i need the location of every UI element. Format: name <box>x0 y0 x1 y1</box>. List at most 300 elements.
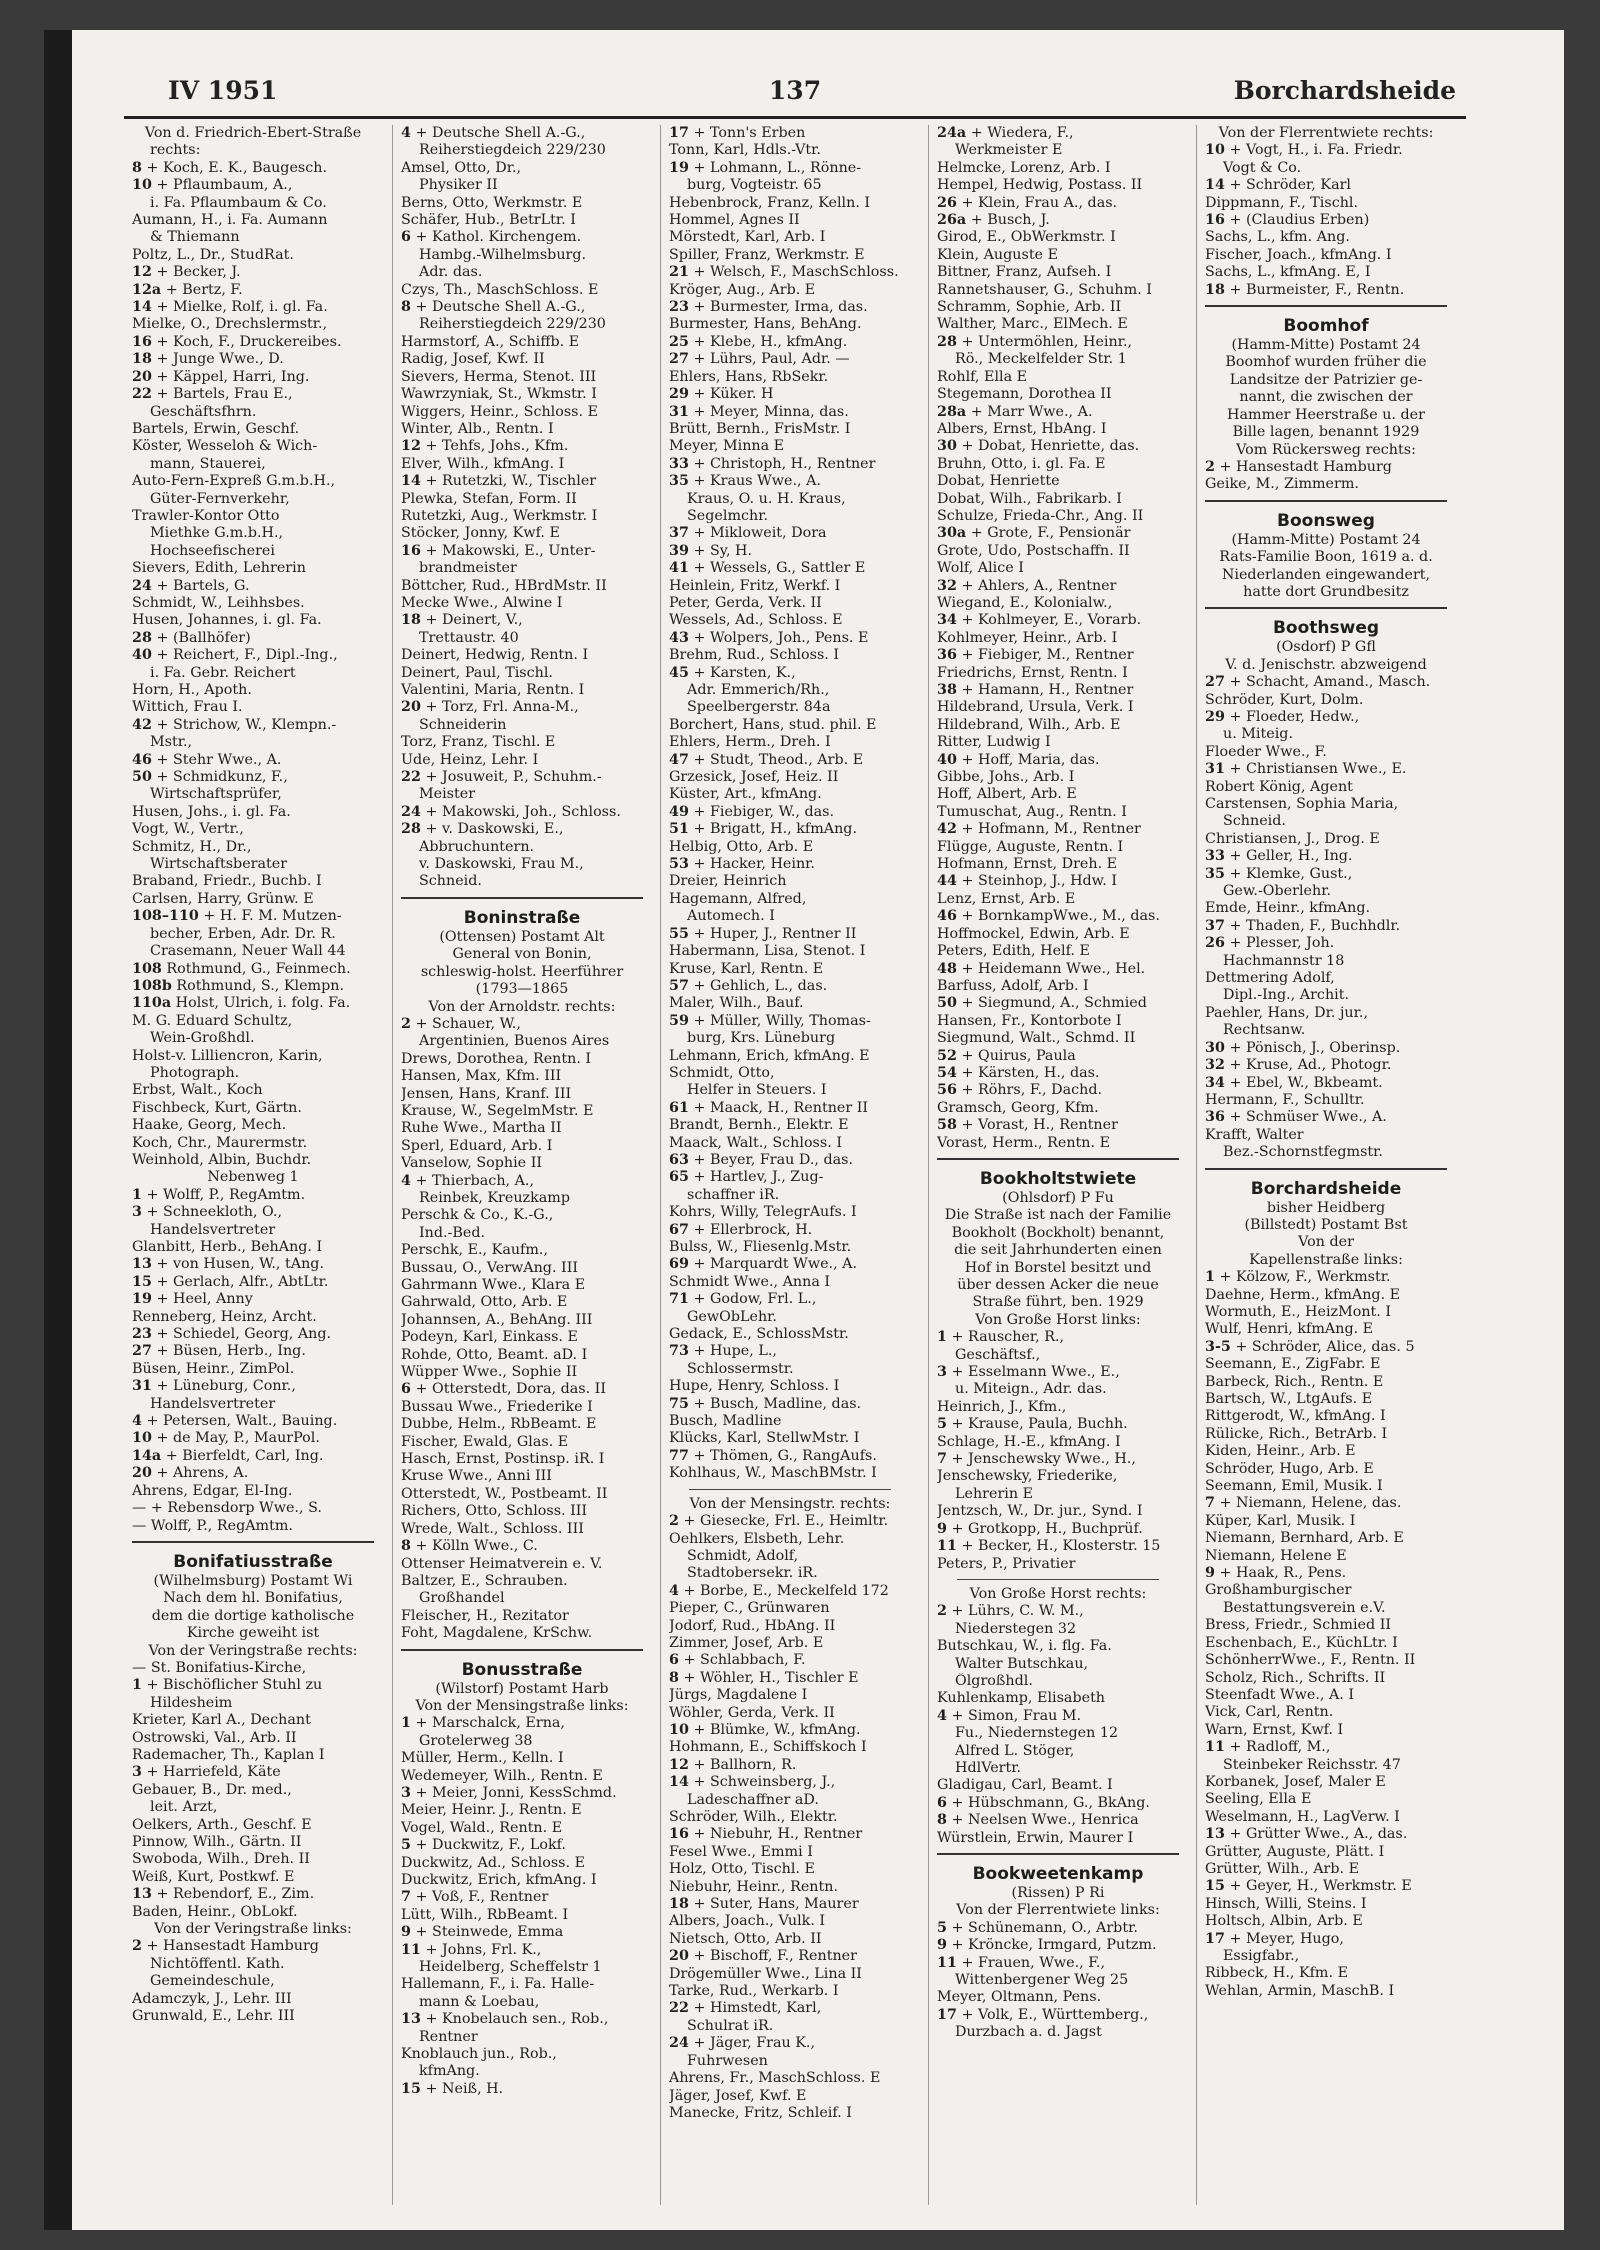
directory-line: Seemann, Emil, Musik. I <box>1205 1478 1383 1495</box>
directory-line: Holz, Otto, Tischl. E <box>669 1861 815 1878</box>
directory-line: hatte dort Grundbesitz <box>1243 583 1409 600</box>
directory-line: Dubbe, Helm., RbBeamt. E <box>401 1416 597 1433</box>
directory-line: Von der Mensingstraße links: <box>415 1697 629 1714</box>
directory-line: Bille lagen, benannt 1929 <box>1232 424 1420 441</box>
directory-line: 8 + Wöhler, H., Tischler E <box>669 1669 859 1686</box>
directory-line: 4 + Deutsche Shell A.-G., <box>401 125 586 141</box>
directory-line: 26a + Busch, J. <box>937 212 1050 229</box>
directory-line: 2 + Schauer, W., <box>401 1015 521 1032</box>
directory-line: 31 + Christiansen Wwe., E. <box>1205 761 1407 778</box>
directory-line: 18 + Burmeister, F., Rentn. <box>1205 281 1405 298</box>
directory-line: Reiherstiegdeich 229/230 <box>419 316 606 333</box>
directory-line: Bestattungsverein e.V. <box>1223 1599 1386 1616</box>
directory-line: 110a Holst, Ulrich, i. folg. Fa. <box>132 995 351 1012</box>
directory-line: 33 + Christoph, H., Rentner <box>669 455 876 472</box>
directory-line: 48 + Heidemann Wwe., Hel. <box>937 960 1146 977</box>
directory-line: Hofmann, Ernst, Dreh. E <box>937 856 1118 873</box>
directory-line: 1 + Bischöflicher Stuhl zu <box>132 1677 323 1694</box>
directory-line: Trettaustr. 40 <box>419 629 519 646</box>
directory-line: Rohde, Otto, Beamt. aD. I <box>401 1346 588 1363</box>
directory-line: Bartsch, W., LtgAufs. E <box>1205 1391 1373 1407</box>
directory-line: Gew.-Oberlehr. <box>1223 883 1332 900</box>
directory-line: Kiden, Heinr., Arb. E <box>1205 1443 1356 1460</box>
directory-line: Von der Arnoldstr. rechts: <box>428 998 616 1015</box>
directory-line: Ölgroßhdl. <box>955 1672 1033 1689</box>
directory-line: Adr. Emmerich/Rh., <box>687 682 830 698</box>
directory-line: 40 + Hoff, Maria, das. <box>937 751 1100 768</box>
directory-line: 11 + Becker, H., Klosterstr. 15 <box>937 1538 1161 1555</box>
directory-line: 27 + Lührs, Paul, Adr. — <box>669 351 850 368</box>
directory-line: Foht, Magdalene, KrSchw. <box>401 1625 593 1642</box>
directory-line: 2 + Hansestadt Hamburg <box>1205 458 1392 475</box>
directory-line: Eschenbach, E., KüchLtr. I <box>1205 1634 1398 1651</box>
directory-line: Hoff, Albert, Arb. E <box>937 786 1077 803</box>
street-heading: Bookholtstwiete <box>937 1158 1179 1190</box>
directory-line: Von Große Horst rechts: <box>969 1585 1147 1602</box>
section-divider <box>689 1489 891 1490</box>
directory-line: 52 + Quirus, Paula <box>937 1047 1076 1064</box>
directory-line: Güter-Fernverkehr, <box>150 490 290 507</box>
directory-line: Wüpper Wwe., Sophie II <box>401 1364 578 1381</box>
directory-line: 13 + Rebendorf, E., Zim. <box>132 1886 315 1903</box>
directory-line: Dreier, Heinrich <box>669 873 787 890</box>
directory-line: Rademacher, Th., Kaplan I <box>132 1746 325 1763</box>
directory-line: Kröger, Aug., Arb. E <box>669 281 816 298</box>
directory-line: 24a + Wiedera, F., <box>937 125 1074 141</box>
directory-line: 41 + Wessels, G., Sattler E <box>669 560 866 577</box>
directory-line: die seit Jahrhunderten einen <box>954 1242 1162 1259</box>
directory-line: Von der Mensingstr. rechts: <box>689 1495 891 1512</box>
directory-line: 4 + Thierbach, A., <box>401 1172 535 1189</box>
directory-line: Weselmann, H., LagVerw. I <box>1205 1808 1400 1825</box>
directory-line: 29 + Floeder, Hedw., <box>1205 708 1360 725</box>
directory-line: 27 + Schacht, Amand., Masch. <box>1205 674 1431 691</box>
directory-line: 1 + Marschalck, Erna, <box>401 1715 565 1732</box>
directory-line: Geike, M., Zimmerm. <box>1205 476 1359 493</box>
directory-line: Reiherstiegdeich 229/230 <box>419 142 606 159</box>
directory-line: 20 + Bischoff, F., Rentner <box>669 1948 857 1965</box>
directory-line: Heinlein, Fritz, Werkf. I <box>669 577 841 594</box>
directory-line: Köster, Wesseloh & Wich- <box>132 438 318 455</box>
directory-line: Baltzer, E., Schrauben. <box>401 1572 568 1589</box>
directory-line: 29 + Küker. H <box>669 386 774 403</box>
directory-line: 10 + Vogt, H., i. Fa. Friedr. <box>1205 142 1403 159</box>
directory-line: 3 + Esselmann Wwe., E., <box>937 1364 1120 1381</box>
directory-line: 16 + Makowski, E., Unter- <box>401 542 596 559</box>
directory-line: Duckwitz, Erich, kfmAng. I <box>401 1872 597 1888</box>
street-heading: Bonusstraße <box>401 1649 643 1681</box>
directory-line: 49 + Fiebiger, W., das. <box>669 803 835 820</box>
directory-line: 35 + Kraus Wwe., A. <box>669 473 821 490</box>
directory-line: Müller, Herm., Kelln. I <box>401 1750 564 1767</box>
directory-line: Schmidt, Adolf, <box>687 1547 799 1564</box>
directory-line: 23 + Burmester, Irma, das. <box>669 299 868 316</box>
directory-line: 50 + Siegmund, A., Schmied <box>937 995 1147 1012</box>
directory-line: 65 + Hartlev, J., Zug- <box>669 1169 824 1186</box>
directory-line: Brütt, Bernh., FrisMstr. I <box>669 420 851 437</box>
column-5 <box>1196 125 1451 2205</box>
directory-line: becher, Erben, Adr. Dr. R. <box>150 925 336 942</box>
directory-line: 3 + Harriefeld, Käte <box>132 1764 281 1781</box>
directory-line: Otterstedt, W., Postbeamt. II <box>401 1485 608 1502</box>
directory-line: Miethke G.m.b.H., <box>150 525 284 542</box>
directory-line: 47 + Studt, Theod., Arb. E <box>669 751 864 768</box>
directory-line: Meyer, Oltmann, Pens. <box>937 1989 1102 2006</box>
directory-line: Niederstegen 32 <box>955 1620 1077 1637</box>
directory-line: 4 + Borbe, E., Meckelfeld 172 <box>669 1582 889 1599</box>
directory-line: (Wilhelmsburg) Postamt Wi <box>153 1572 353 1589</box>
directory-line: Sachs, L., kfm. Ang. <box>1205 229 1350 246</box>
directory-line: 39 + Sy, H. <box>669 542 753 559</box>
directory-line: Helfer in Steuers. I <box>687 1082 827 1099</box>
directory-line: Gladigau, Carl, Beamt. I <box>937 1777 1113 1794</box>
directory-line: Carlsen, Harry, Grünw. E <box>132 890 314 907</box>
directory-line: Hallemann, F., i. Fa. Halle- <box>401 1976 595 1993</box>
directory-line: Weinhold, Albin, Buchdr. <box>132 1151 312 1168</box>
directory-line: Geschäftsfhrn. <box>150 403 257 420</box>
directory-line: Schulze, Frieda-Chr., Ang. II <box>937 507 1144 524</box>
directory-line: 42 + Hofmann, M., Rentner <box>937 821 1141 838</box>
directory-line: 28 + Untermöhlen, Heinr., <box>937 333 1133 350</box>
directory-line: Hildebrand, Ursula, Verk. I <box>937 699 1134 716</box>
directory-line: Von der Flerrentwiete links: <box>956 1902 1160 1919</box>
directory-line: Heinrich, J., Kfm., <box>937 1398 1067 1415</box>
directory-line: 9 + Steinwede, Emma <box>401 1924 564 1941</box>
directory-line: Duckwitz, Ad., Schloss. E <box>401 1854 586 1871</box>
directory-line: Czys, Th., MaschSchloss. E <box>401 281 599 298</box>
directory-line: Deinert, Paul, Tischl. <box>401 664 553 681</box>
directory-line: 34 + Kohlmeyer, E., Vorarb. <box>937 612 1142 629</box>
directory-line: Maler, Wilh., Bauf. <box>669 995 804 1012</box>
directory-line: mann & Loebau, <box>419 1993 540 2010</box>
directory-line: Bookholt (Bockholt) benannt, <box>951 1224 1165 1241</box>
directory-line: Scholz, Rich., Schrifts. II <box>1205 1669 1386 1686</box>
directory-line: schaffner iR. <box>687 1186 780 1203</box>
directory-line: kfmAng. <box>419 2063 480 2080</box>
directory-line: — St. Bonifatius-Kirche, <box>132 1659 307 1676</box>
directory-line: 53 + Hacker, Heinr. <box>669 856 815 873</box>
directory-line: 57 + Gehlich, L., das. <box>669 977 828 994</box>
directory-line: Wittenbergener Weg 25 <box>955 1972 1129 1989</box>
directory-line: Oelkers, Arth., Geschf. E <box>132 1816 312 1833</box>
directory-line: Korbanek, Josef, Maler E <box>1205 1773 1386 1790</box>
directory-line: Erbst, Walt., Koch <box>132 1082 263 1099</box>
street-heading: Bonifatiusstraße <box>132 1541 374 1573</box>
directory-line: 33 + Geller, H., Ing. <box>1205 848 1353 865</box>
directory-line: Richers, Otto, Schloss. III <box>401 1503 588 1520</box>
directory-line: Schröder, Hugo, Arb. E <box>1205 1460 1374 1477</box>
column-1 <box>124 125 378 2205</box>
directory-line: Paehler, Hans, Dr. jur., <box>1205 1004 1368 1021</box>
directory-line: Stadtobersekr. iR. <box>687 1565 818 1582</box>
directory-line: nannt, die zwischen der <box>1239 389 1413 406</box>
directory-line: 46 + BornkampWwe., M., das. <box>937 908 1160 925</box>
directory-line: 22 + Josuweit, P., Schuhm.- <box>401 769 602 786</box>
directory-line: 1 + Rauscher, R., <box>937 1329 1065 1346</box>
directory-line: 26 + Klein, Frau A., das. <box>937 194 1118 211</box>
directory-line: Wein-Großhdl. <box>150 1030 255 1047</box>
directory-line: Schröder, Kurt, Dolm. <box>1205 691 1364 708</box>
directory-line: schleswig-holst. Heerführer <box>420 963 624 980</box>
directory-line: Ribbeck, H., Kfm. E <box>1205 1965 1349 1982</box>
directory-line: 31 + Meyer, Minna, das. <box>669 403 849 420</box>
directory-line: Von der Veringstraße rechts: <box>148 1642 358 1659</box>
directory-line: Großhamburgischer <box>1205 1582 1352 1599</box>
directory-line: 3-5 + Schröder, Alice, das. 5 <box>1205 1338 1415 1355</box>
directory-line: 55 + Huper, J., Rentner II <box>669 925 857 942</box>
directory-line: Knoblauch jun., Rob., <box>401 2046 557 2063</box>
directory-line: Argentinien, Buenos Aires <box>419 1033 610 1050</box>
directory-line: Vick, Carl, Rentn. <box>1205 1704 1334 1721</box>
directory-line: Albers, Joach., Vulk. I <box>669 1913 826 1930</box>
directory-line: Fleischer, H., Rezitator <box>401 1607 569 1624</box>
directory-line: V. d. Jenischstr. abzweigend <box>1225 656 1427 673</box>
directory-line: 10 + Pflaumbaum, A., <box>132 177 293 194</box>
directory-line: Werkmeister E <box>955 142 1063 159</box>
directory-line: v. Daskowski, Frau M., <box>419 856 584 873</box>
directory-line: Hambg.-Wilhelmsburg. <box>419 246 587 263</box>
directory-line: Ruhe Wwe., Martha II <box>401 1120 562 1137</box>
directory-line: Krause, W., SegelmMstr. E <box>401 1102 594 1119</box>
directory-page <box>44 30 1564 2230</box>
directory-line: bisher Heidberg <box>1266 1199 1386 1216</box>
directory-line: Wrede, Walt., Schloss. III <box>401 1520 584 1537</box>
directory-line: Büsen, Heinr., ZimPol. <box>132 1360 295 1377</box>
street-heading: Boninstraße <box>401 897 643 929</box>
directory-line: 27 + Büsen, Herb., Ing. <box>132 1343 306 1360</box>
directory-line: Koch, Chr., Maurermstr. <box>132 1134 308 1151</box>
directory-line: Ind.-Bed. <box>419 1224 486 1241</box>
directory-line: Wirtschaftsberater <box>150 856 288 873</box>
directory-line: 22 + Bartels, Frau E., <box>132 386 293 403</box>
directory-line: (Rissen) P Ri <box>1011 1885 1105 1901</box>
directory-line: Harmstorf, A., Schiffb. E <box>401 333 580 350</box>
directory-line: Hildebrand, Wilh., Arb. E <box>937 716 1121 733</box>
directory-line: Haake, Georg, Mech. <box>132 1117 287 1134</box>
directory-line: Durzbach a. d. Jagst <box>955 2024 1102 2041</box>
directory-line: i. Fa. Gebr. Reichert <box>150 664 296 681</box>
directory-line: Walter Butschkau, <box>955 1655 1089 1672</box>
directory-line: über dessen Acker die neue <box>957 1277 1159 1293</box>
directory-line: Oehlkers, Elsbeth, Lehr. <box>669 1530 845 1547</box>
directory-line: Ehlers, Herm., Dreh. I <box>669 734 831 751</box>
directory-line: Jenschewsky, Friederike, <box>937 1468 1118 1485</box>
directory-line: 16 + Koch, F., Druckereibes. <box>132 333 342 350</box>
directory-line: Wulf, Henri, kfmAng. E <box>1205 1321 1374 1338</box>
directory-line: 11 + Johns, Frl. K., <box>401 1941 542 1958</box>
directory-line: Vanselow, Sophie II <box>401 1155 542 1172</box>
directory-line: Würstlein, Erwin, Maurer I <box>937 1829 1134 1846</box>
directory-line: 2 + Lührs, C. W. M., <box>937 1603 1084 1620</box>
directory-line: 11 + Frauen, Wwe., F., <box>937 1954 1106 1971</box>
directory-line: u. Miteign., Adr. das. <box>955 1381 1107 1398</box>
directory-line: Pieper, C., Grünwaren <box>669 1600 830 1617</box>
directory-line: Hof in Borstel besitzt und <box>964 1259 1152 1276</box>
directory-line: 13 + Grütter Wwe., A., das. <box>1205 1826 1408 1843</box>
directory-line: Vorast, Herm., Rentn. E <box>937 1134 1111 1151</box>
directory-line: Grunwald, E., Lehr. III <box>132 2008 295 2025</box>
directory-line: 9 + Kröncke, Irmgard, Putzm. <box>937 1937 1157 1954</box>
directory-line: 24 + Makowski, Joh., Schloss. <box>401 803 621 820</box>
directory-line: Grzesick, Josef, Heiz. II <box>669 769 839 786</box>
directory-line: Swoboda, Wilh., Dreh. II <box>132 1851 310 1868</box>
directory-line: Von der Flerrentwiete rechts: <box>1218 125 1434 141</box>
directory-line: (Ohlsdorf) P Fu <box>1002 1189 1114 1206</box>
directory-line: 13 + Knobelauch sen., Rob., <box>401 2011 609 2028</box>
directory-line: Ude, Heinz, Lehr. I <box>401 751 539 768</box>
directory-line: 8 + Koch, E. K., Baugesch. <box>132 159 328 176</box>
directory-line: 7 + Voß, F., Rentner <box>401 1889 549 1906</box>
directory-line: 6 + Otterstedt, Dora, das. II <box>401 1381 606 1398</box>
directory-line: 30 + Dobat, Henriette, das. <box>937 438 1140 455</box>
directory-line: 36 + Fiebiger, M., Rentner <box>937 647 1134 664</box>
directory-line: (Ottensen) Postamt Alt <box>439 928 605 945</box>
directory-line: 108b Rothmund, S., Klempn. <box>132 977 345 994</box>
directory-line: Schneiderin <box>419 716 507 733</box>
directory-line: brandmeister <box>419 560 517 577</box>
directory-line: Jürgs, Magdalene I <box>669 1687 808 1704</box>
directory-line: Kraus, O. u. H. Kraus, <box>687 490 846 507</box>
directory-line: Renneberg, Heinz, Archt. <box>132 1308 317 1325</box>
directory-line: Trawler-Kontor Otto <box>132 507 280 524</box>
directory-line: Adr. das. <box>419 264 483 281</box>
section-divider <box>957 1579 1159 1580</box>
directory-line: 34 + Ebel, W., Bkbeamt. <box>1205 1074 1383 1091</box>
directory-line: Lehrerin E <box>955 1485 1034 1502</box>
directory-line: 13 + von Husen, W., tAng. <box>132 1256 324 1273</box>
directory-line: Klein, Auguste E <box>937 246 1058 263</box>
header-running-title: Borchardsheide <box>1233 76 1456 105</box>
directory-line: Valentini, Maria, Rentn. I <box>401 682 585 698</box>
directory-line: 50 + Schmidkunz, F., <box>132 769 288 786</box>
directory-line: 16 + Niebuhr, H., Rentner <box>669 1826 863 1843</box>
directory-line: 28a + Marr Wwe., A. <box>937 403 1093 420</box>
directory-line: 59 + Müller, Willy, Thomas- <box>669 1012 871 1029</box>
directory-line: Sperl, Eduard, Arb. I <box>401 1137 553 1154</box>
directory-line: Nichtöffentl. Kath. <box>150 1955 285 1972</box>
directory-line: GewObLehr. <box>687 1308 777 1325</box>
directory-line: 9 + Haak, R., Pens. <box>1205 1565 1347 1582</box>
directory-line: Hoffmockel, Edwin, Arb. E <box>937 925 1130 942</box>
directory-line: Hagemann, Alfred, <box>669 890 807 907</box>
directory-line: Hansen, Max, Kfm. III <box>401 1068 562 1085</box>
directory-line: Weiß, Kurt, Postkwf. E <box>132 1868 295 1885</box>
directory-line: 8 + Deutsche Shell A.-G., <box>401 299 586 316</box>
directory-line: Peter, Gerda, Verk. II <box>669 594 822 611</box>
directory-line: Alfred L. Stöger, <box>955 1742 1075 1759</box>
directory-line: Baden, Heinr., ObLokf. <box>132 1903 298 1920</box>
directory-line: 15 + Neiß, H. <box>401 2080 504 2097</box>
directory-line: Essigfabr., <box>1223 1948 1300 1964</box>
directory-line: 37 + Thaden, F., Buchhdlr. <box>1205 917 1401 934</box>
directory-line: Wiggers, Heinr., Schloss. E <box>401 403 599 420</box>
directory-line: Wirtschaftsprüfer, <box>150 786 282 803</box>
directory-line: Gibbe, Johs., Arb. I <box>937 769 1075 786</box>
directory-line: Nietsch, Otto, Arb. II <box>669 1930 822 1947</box>
directory-line: HdlVertr. <box>955 1759 1022 1776</box>
directory-line: Amsel, Otto, Dr., <box>401 159 522 176</box>
directory-line: Plewka, Stefan, Form. II <box>401 490 577 507</box>
directory-line: Sievers, Edith, Lehrerin <box>132 560 306 577</box>
directory-line: Deinert, Hedwig, Rentn. I <box>401 647 589 664</box>
directory-line: 1 + Kölzow, F., Werkmstr. <box>1205 1269 1391 1286</box>
directory-line: Bez.-Schornstfegmstr. <box>1223 1144 1383 1161</box>
directory-line: 6 + Hübschmann, G., BkAng. <box>937 1794 1150 1811</box>
directory-line: Handelsvertreter <box>150 1221 276 1238</box>
directory-line: 9 + Grotkopp, H., Buchprüf. <box>937 1520 1143 1537</box>
directory-line: Schlossermstr. <box>687 1360 794 1377</box>
directory-line: Husen, Johs., i. gl. Fa. <box>132 803 291 820</box>
directory-line: Gemeindeschule, <box>150 1973 275 1990</box>
directory-line: Torz, Franz, Tischl. E <box>401 734 556 751</box>
directory-line: 42 + Strichow, W., Klempn.- <box>132 716 337 733</box>
directory-line: Spiller, Franz, Werkmstr. E <box>669 246 865 263</box>
directory-line: Rechtsanw. <box>1223 1022 1306 1039</box>
directory-line: Hildesheim <box>150 1694 233 1711</box>
directory-line: Krafft, Walter <box>1205 1126 1304 1143</box>
directory-line: Rittgerodt, W., kfmAng. I <box>1205 1408 1386 1425</box>
directory-line: Gahrmann Wwe., Klara E <box>401 1277 586 1293</box>
directory-line: Bussau, O., VerwAng. III <box>401 1259 578 1276</box>
directory-line: Handelsvertreter <box>150 1395 276 1412</box>
directory-line: Peters, Edith, Helf. E <box>937 943 1090 960</box>
directory-line: 20 + Torz, Frl. Anna-M., <box>401 699 579 716</box>
directory-line: Daehne, Herm., kfmAng. E <box>1205 1286 1401 1303</box>
directory-line: 20 + Käppel, Harri, Ing. <box>132 368 310 385</box>
directory-line: Stegemann, Dorothea II <box>937 386 1112 403</box>
directory-line: 21 + Welsch, F., MaschSchloss. <box>669 264 899 281</box>
directory-line: Walther, Marc., ElMech. E <box>937 316 1128 333</box>
directory-line: Grütter, Auguste, Plätt. I <box>1205 1843 1385 1860</box>
directory-line: Grote, Udo, Postschaffn. II <box>937 542 1130 559</box>
directory-line: Ahrens, Edgar, El-Ing. <box>132 1482 293 1499</box>
directory-line: Crasemann, Neuer Wall 44 <box>150 943 346 960</box>
directory-line: 54 + Kärsten, H., das. <box>937 1064 1100 1081</box>
directory-line: Grotelerweg 38 <box>419 1732 533 1749</box>
directory-line: Bittner, Franz, Aufseh. I <box>937 264 1112 281</box>
directory-line: Wiegand, E., Kolonialw., <box>937 594 1113 611</box>
directory-line: Burmester, Hans, BehAng. <box>669 316 862 333</box>
street-heading: Boonsweg <box>1205 500 1447 532</box>
directory-line: Robert König, Agent <box>1205 778 1353 795</box>
street-heading: Bookweetenkamp <box>937 1853 1179 1885</box>
directory-line: Flügge, Auguste, Rentn. I <box>937 838 1124 855</box>
directory-line: 17 + Tonn's Erben <box>669 125 806 141</box>
directory-line: M. G. Eduard Schultz, <box>132 1012 293 1029</box>
directory-line: Helmcke, Lorenz, Arb. I <box>937 159 1111 176</box>
directory-line: 7 + Niemann, Helene, das. <box>1205 1495 1402 1512</box>
directory-line: 15 + Geyer, H., Werkmstr. E <box>1205 1878 1412 1895</box>
directory-line: Rannetshauser, G., Schuhm. I <box>937 281 1152 298</box>
directory-line: burg, Krs. Lüneburg <box>687 1030 836 1047</box>
directory-line: Lehmann, Erich, kfmAng. E <box>669 1047 870 1064</box>
directory-line: Vogel, Wald., Rentn. E <box>401 1819 563 1836</box>
directory-line: Hebenbrock, Franz, Kelln. I <box>669 194 871 211</box>
directory-line: Husen, Johannes, i. gl. Fa. <box>132 612 322 629</box>
directory-line: Gedack, E., SchlossMstr. <box>669 1326 849 1343</box>
directory-line: Schmidt, Otto, <box>669 1064 775 1081</box>
directory-line: Gebauer, B., Dr. med., <box>132 1781 292 1798</box>
header-volume-year: IV 1951 <box>168 76 278 105</box>
directory-line: Niemann, Helene E <box>1205 1547 1347 1564</box>
directory-line: Meier, Heinr. J., Rentn. E <box>401 1802 582 1819</box>
directory-line: Schneid. <box>1223 813 1286 830</box>
directory-line: 12 + Becker, J. <box>132 264 241 281</box>
directory-line: Vogt, W., Vertr., <box>132 821 244 838</box>
directory-line: leit. Arzt, <box>150 1799 218 1816</box>
directory-line: Podeyn, Karl, Einkass. E <box>401 1329 578 1346</box>
directory-line: Dippmann, F., Tischl. <box>1205 194 1359 211</box>
